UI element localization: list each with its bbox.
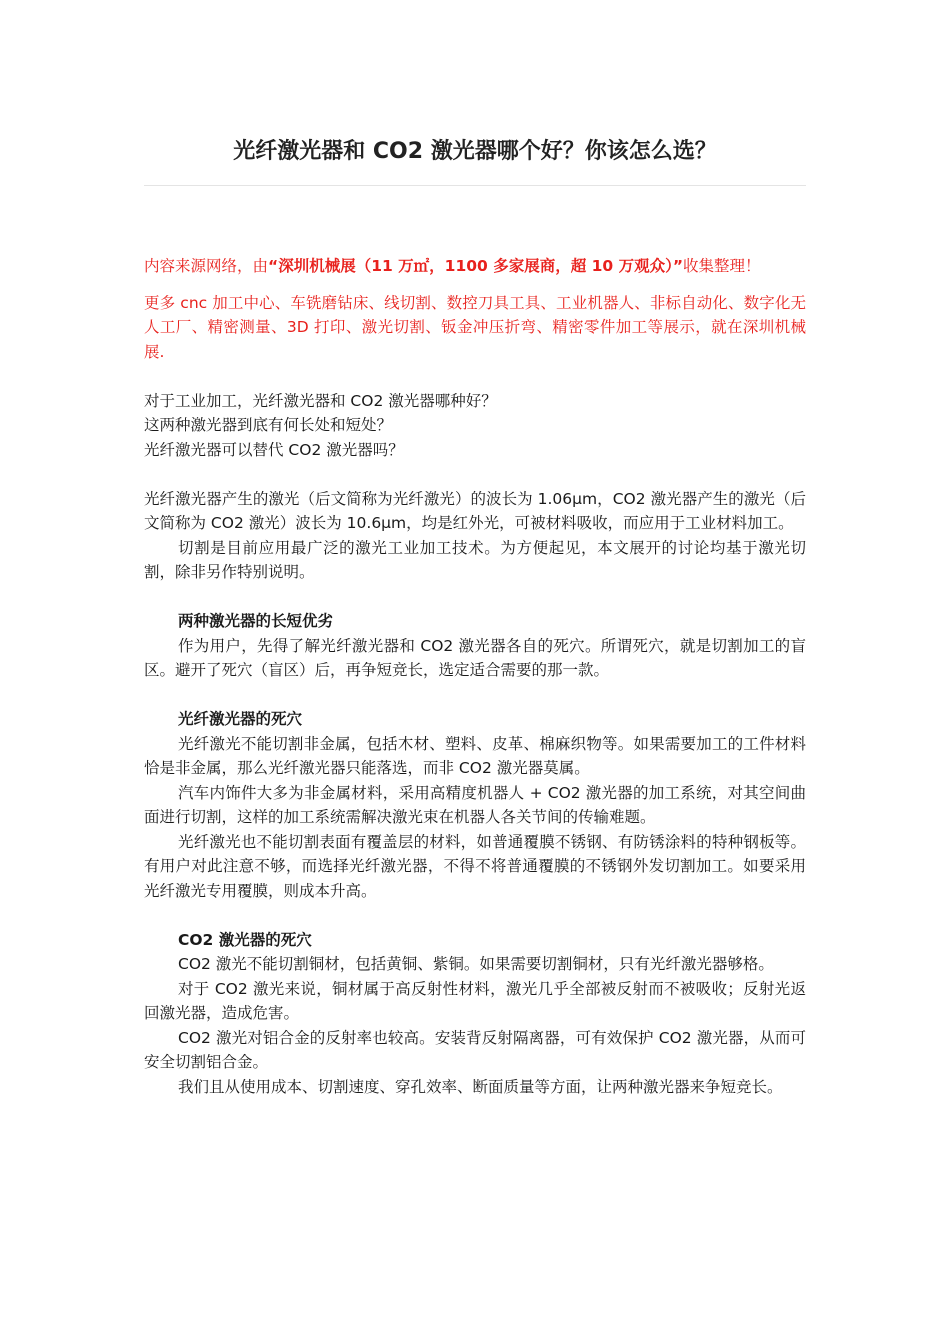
intro-paragraph: 切割是目前应用最广泛的激光工业加工技术。为方便起见，本文展开的讨论均基于激光切割，除非另作特别说明。 [144, 538, 806, 581]
source-prefix: 内容来源网络，由 [144, 257, 269, 275]
section-heading: CO2 激光器的死穴 [178, 930, 312, 949]
page-title: 光纤激光器和 CO2 激光器哪个好？你该怎么选？ [233, 139, 717, 164]
section-paragraph: CO2 激光不能切割铜材，包括黄铜、紫铜。如果需要切割铜材，只有光纤激光器够格。 [178, 955, 774, 973]
promo-note: 更多 cnc 加工中心、车铣磨钻床、线切割、数控刀具工具、工业机器人、非标自动化、数字化无人工厂、精密测量、3D 打印、激光切割、钣金冲压折弯、精密零件加工等展示，就在深圳机械展. [144, 293, 806, 361]
section-paragraph: 对于 CO2 激光来说，铜材属于高反射性材料，激光几乎全部被反射而不被吸收；反射光返回激光器，造成危害。 [144, 979, 806, 1022]
question-line: 对于工业加工，光纤激光器和 CO2 激光器哪种好？ [144, 391, 497, 410]
section-paragraph: 我们且从使用成本、切割速度、穿孔效率、断面质量等方面，让两种激光器来争短竞长。 [178, 1077, 783, 1096]
intro-paragraph: 光纤激光器产生的激光（后文简称为光纤激光）的波长为 1.06μm，CO2 激光器产生的激光（后文简称为 CO2 激光）波长为 10.6μm，均是红外光，可被材料吸收，而应用于工业材料加工。 [144, 489, 806, 532]
section-paragraph: 光纤激光不能切割非金属，包括木材、塑料、皮革、棉麻织物等。如果需要加工的工件材料恰是非金属，那么光纤激光器只能落选，而非 CO2 激光器莫属。 [144, 734, 806, 777]
source-note [144, 254, 806, 279]
section-paragraph: 作为用户，先得了解光纤激光器和 CO2 激光器各自的死穴。所谓死穴，就是切割加工的盲区。避开了死穴（盲区）后，再争短竞长，选定适合需要的那一款。 [144, 636, 806, 679]
source-highlight: “深圳机械展（11 万㎡，1100 多家展商，超 10 万观众）” [268, 257, 684, 275]
source-suffix: 收集整理！ [683, 257, 761, 275]
title-divider [144, 185, 806, 186]
question-line: 这两种激光器到底有何长处和短处？ [144, 416, 393, 434]
section-paragraph: 汽车内饰件大多为非金属材料，采用高精度机器人 + CO2 激光器的加工系统，对其空间曲面进行切割，这样的加工系统需解决激光束在机器人各关节间的传输难题。 [144, 783, 806, 826]
section-paragraph: 光纤激光也不能切割表面有覆盖层的材料，如普通覆膜不锈钢、有防锈涂料的特种钢板等。有用户对此注意不够，而选择光纤激光器，不得不将普通覆膜的不锈钢外发切割加工。如要采用光纤激光专用覆膜，则成本升高。 [144, 832, 806, 900]
section-paragraph: CO2 激光对铝合金的反射率也较高。安装背反射隔离器，可有效保护 CO2 激光器，从而可安全切割铝合金。 [144, 1028, 806, 1071]
question-line: 光纤激光器可以替代 CO2 激光器吗？ [144, 440, 404, 459]
section-heading: 两种激光器的长短优劣 [178, 612, 334, 630]
section-heading: 光纤激光器的死穴 [178, 710, 303, 728]
article-body [144, 254, 806, 1099]
